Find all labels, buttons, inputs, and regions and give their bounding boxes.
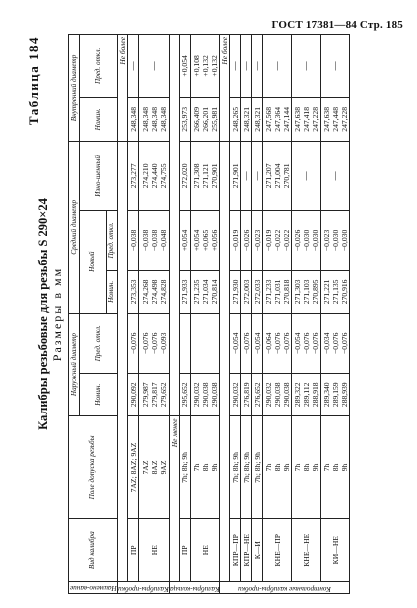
- cell-inner-dev: —: [252, 35, 263, 98]
- cell-inner-nom-line: 266,201: [200, 107, 210, 132]
- cell-outer-nom: [263, 373, 292, 416]
- cell-outer-dev: −0,054: [252, 313, 263, 373]
- cell-outer-nom-line: 279,817: [149, 382, 159, 408]
- cell-mid-nom-line: 274,828: [158, 279, 168, 305]
- cell-inner-dev: —: [263, 35, 292, 98]
- cell-inner-nom-line: 247,448: [330, 107, 340, 132]
- title-line-2: Размеры в мм: [50, 266, 64, 362]
- cell-inner-nom: 248,348: [128, 97, 139, 141]
- cell-mid-dev: −0,023: [252, 210, 263, 270]
- cell-outer-dev: [190, 313, 219, 373]
- table-row: [321, 35, 350, 594]
- col-outer-header: Наружный диаметр: [69, 313, 80, 416]
- cell-field-line: 8h: [330, 463, 340, 472]
- cell-mid-nom-line: 271,031: [272, 279, 282, 305]
- cell-outer-nom: [190, 373, 219, 416]
- cell-inner-nom-line: 247,144: [281, 107, 291, 132]
- cell-mid-dev-line: −0,030: [339, 229, 349, 252]
- cell-outer-nom: [139, 373, 169, 416]
- cell-outer-nom: 290,032: [230, 373, 241, 416]
- cell-mid-dev: +0,054: [179, 210, 190, 270]
- cell-outer-nom-line: 288,918: [310, 382, 320, 408]
- cell-mid-dev-line: −0,022: [281, 229, 291, 252]
- cell-field: [190, 416, 219, 519]
- cell-outer-nom: 295,652: [179, 373, 190, 416]
- cell-mid-worn: [139, 141, 169, 210]
- cell-field: [263, 416, 292, 519]
- cell-outer-dev-line: −0,076: [140, 332, 150, 354]
- table-row: [292, 35, 321, 594]
- cell-mid-worn: —: [321, 141, 350, 210]
- cell-outer-dev-line: −0,093: [158, 332, 168, 354]
- title-line-1: Калибры резьбовые для резьбы S 290×24: [36, 198, 50, 430]
- cell-outer-nom-line: 290,038: [209, 382, 219, 408]
- cell-inner-nom: [321, 97, 350, 141]
- cell-mid-nom-line: 271,221: [321, 279, 331, 305]
- cell-mid-nom: 271,930: [230, 271, 241, 314]
- cell-field-line: 8h: [272, 463, 282, 472]
- group-label-g2: Калибры-кольца: [169, 582, 220, 594]
- cell-mid-dev-line: +0,054: [191, 229, 201, 252]
- cell-mid-dev-line: −0,030: [310, 229, 320, 252]
- limit-bar-label: Не более: [117, 35, 127, 142]
- cell-field: 7h; 8h; 9h: [179, 416, 190, 519]
- cell-outer-dev: −0,076: [241, 313, 252, 373]
- cell-inner-nom-line: 247,364: [272, 107, 282, 132]
- col-outer-nom: Номин.: [80, 373, 118, 416]
- cell-mid-nom: [190, 271, 219, 314]
- cell-inner-nom-line: 247,568: [263, 107, 273, 132]
- cell-inner-dev: —: [139, 35, 169, 98]
- cell-outer-nom-line: 289,112: [301, 382, 311, 407]
- cell-field-line: 8h: [200, 463, 210, 472]
- cell-inner-nom-line: 248,348: [140, 107, 150, 132]
- cell-mid-nom: [263, 271, 292, 314]
- col-inner-dev: Пред. откл.: [80, 35, 118, 98]
- cell-mid-dev-line: +0,065: [200, 229, 210, 252]
- cell-inner-nom: 248,321: [241, 97, 252, 141]
- cell-mid-nom-line: 271,135: [330, 279, 340, 305]
- cell-mid-nom-line: 270,818: [281, 279, 291, 305]
- cell-outer-nom: 276,819: [241, 373, 252, 416]
- cell-type: КНЕ—ПР: [263, 519, 292, 582]
- cell-inner-nom-line: 266,409: [191, 107, 201, 132]
- cell-outer-nom-line: 289,340: [321, 382, 331, 408]
- cell-inner-nom: 248,321: [252, 97, 263, 141]
- cell-outer-dev-line: −0,076: [339, 332, 349, 354]
- cell-type: ПР: [179, 519, 190, 582]
- cell-type: КПР—НЕ: [241, 519, 252, 582]
- cell-outer-dev-line: −0,034: [321, 332, 331, 354]
- cell-mid-worn-line: 271,121: [200, 163, 210, 189]
- cell-field-line: 7h: [263, 463, 273, 472]
- col-field-header: Поле допуска резьбы: [69, 416, 118, 519]
- cell-field-line: 9h: [310, 463, 320, 472]
- table-row: [263, 35, 292, 594]
- cell-inner-nom-line: 248,348: [158, 107, 168, 132]
- limit-bar-spacer: [117, 141, 127, 581]
- cell-mid-worn: [190, 141, 219, 210]
- cell-inner-nom: [263, 97, 292, 141]
- cell-field-line: 7h: [321, 463, 331, 472]
- gauge-table: [68, 34, 350, 594]
- cell-outer-nom: 290,092: [128, 373, 139, 416]
- cell-inner-nom-line: 255,981: [209, 107, 219, 132]
- col-mid-worn: Изно-шенный: [80, 141, 118, 210]
- table-row: [190, 35, 219, 594]
- cell-outer-nom-line: 290,032: [263, 382, 273, 408]
- col-mid-dev: Пред. откл.: [106, 210, 117, 270]
- cell-mid-dev: [139, 210, 169, 270]
- cell-mid-dev: [263, 210, 292, 270]
- cell-mid-dev-line: +0,056: [209, 229, 219, 252]
- cell-mid-nom-line: 274,498: [149, 279, 159, 305]
- cell-type: ПР: [128, 519, 139, 582]
- cell-inner-nom-line: 248,348: [149, 107, 159, 132]
- cell-inner-dev: —: [321, 35, 350, 98]
- cell-outer-nom: [321, 373, 350, 416]
- cell-mid-dev: −0,026: [241, 210, 252, 270]
- col-inner-header: Внутренний диаметр: [69, 35, 80, 142]
- cell-outer-nom-line: 290,038: [281, 382, 291, 408]
- cell-mid-worn: —: [252, 141, 263, 210]
- cell-mid-nom-line: 270,916: [339, 279, 349, 305]
- col-mid-header: Средний диаметр: [69, 141, 80, 313]
- cell-field-line: 8AZ: [149, 460, 159, 475]
- cell-inner-nom: [139, 97, 169, 141]
- cell-field: 7h; 8h; 9h: [252, 416, 263, 519]
- table-row: [241, 35, 252, 594]
- cell-outer-dev-line: −0,076: [330, 332, 340, 354]
- table-title: [36, 34, 64, 594]
- limit-bar: [220, 35, 230, 594]
- cell-mid-worn: —: [241, 141, 252, 210]
- cell-mid-dev-line: −0,038: [140, 229, 150, 252]
- table-row: [128, 35, 139, 594]
- cell-field-line: 7h: [292, 463, 302, 472]
- cell-mid-worn-line: 271,308: [191, 163, 201, 189]
- cell-mid-worn: 272,020: [179, 141, 190, 210]
- cell-inner-nom-line: 247,638: [321, 107, 331, 132]
- cell-outer-dev: [179, 313, 190, 373]
- cell-mid-worn: 271,901: [230, 141, 241, 210]
- cell-mid-nom-line: 270,895: [310, 279, 320, 305]
- limit-bar-spacer: [169, 35, 179, 417]
- cell-outer-nom-line: 290,038: [272, 382, 282, 408]
- cell-mid-worn-line: 271,004: [272, 163, 282, 189]
- cell-mid-dev-line: −0,023: [321, 229, 331, 252]
- cell-outer-dev: [263, 313, 292, 373]
- cell-inner-dev-line: +0,108: [191, 55, 201, 77]
- cell-type: КНЕ—НЕ: [292, 519, 321, 582]
- cell-inner-nom-line: 247,228: [339, 107, 349, 132]
- cell-type: КИ—НЕ: [321, 519, 350, 582]
- cell-inner-dev: —: [292, 35, 321, 98]
- cell-outer-dev: [321, 313, 350, 373]
- cell-inner-nom: [292, 97, 321, 141]
- group-label-g3: Контрольные калибры-пробки: [220, 582, 350, 594]
- cell-mid-dev-line: −0,019: [263, 229, 273, 252]
- limit-bar-label: Не более: [220, 35, 230, 142]
- cell-type: КПР—ПР: [230, 519, 241, 582]
- col-mid-nom: Номин.: [106, 271, 117, 314]
- cell-mid-dev: [292, 210, 321, 270]
- cell-field: 7h; 8h; 9h: [241, 416, 252, 519]
- cell-outer-dev-line: −0,064: [263, 332, 273, 354]
- table-row: [252, 35, 263, 594]
- limit-bar: [117, 35, 127, 594]
- col-mid-new: Новый: [80, 210, 107, 313]
- cell-outer-dev: [139, 313, 169, 373]
- group-label-g1: Калибры-пробки: [117, 582, 169, 594]
- cell-inner-nom: 253,973: [179, 97, 190, 141]
- cell-inner-dev-line: +0,132: [200, 55, 210, 77]
- cell-field-line: 9AZ: [158, 460, 168, 475]
- cell-outer-nom-line: 289,322: [292, 382, 302, 408]
- cell-mid-nom-line: 274,268: [140, 279, 150, 305]
- cell-mid-worn: 273,277: [128, 141, 139, 210]
- cell-outer-dev-line: −0,076: [149, 332, 159, 354]
- cell-outer-nom-line: 279,652: [158, 382, 168, 408]
- cell-mid-dev-line: −0,026: [292, 229, 302, 252]
- cell-mid-nom-line: 271,233: [263, 279, 273, 305]
- table-body: [117, 35, 350, 594]
- cell-outer-nom-line: 288,939: [339, 382, 349, 408]
- col-type-header: Вид калибра: [69, 519, 118, 582]
- table-label: Таблица 184: [26, 36, 41, 126]
- cell-mid-dev-line: −0,030: [330, 229, 340, 252]
- cell-mid-nom: 272,033: [252, 271, 263, 314]
- cell-field: 7AZ; 8AZ; 9AZ: [128, 416, 139, 519]
- cell-inner-nom: [190, 97, 219, 141]
- cell-field-line: 9h: [339, 463, 349, 472]
- limit-bar-spacer: [220, 141, 230, 581]
- table-row: [139, 35, 169, 594]
- cell-mid-dev-line: −0,038: [149, 229, 159, 252]
- cell-inner-dev: —: [230, 35, 241, 98]
- cell-mid-nom: 272,003: [241, 271, 252, 314]
- limit-bar: [169, 35, 179, 594]
- cell-field-line: 7h: [191, 463, 201, 472]
- cell-mid-worn: —: [292, 141, 321, 210]
- cell-mid-dev-line: −0,048: [158, 229, 168, 252]
- cell-field: [139, 416, 169, 519]
- cell-outer-dev-line: −0,054: [292, 332, 302, 354]
- cell-mid-worn-line: 270,901: [209, 163, 219, 189]
- rotated-page-content: [26, 34, 406, 594]
- col-outer-dev: Пред. откл.: [80, 313, 118, 373]
- cell-outer-nom: [292, 373, 321, 416]
- cell-outer-nom-line: 279,987: [140, 382, 150, 408]
- cell-outer-dev: −0,076: [128, 313, 139, 373]
- cell-mid-worn-line: 274,210: [140, 163, 150, 189]
- cell-field: [321, 416, 350, 519]
- cell-field-line: 7AZ: [140, 460, 150, 475]
- cell-inner-nom-line: 247,638: [292, 107, 302, 132]
- cell-field: [292, 416, 321, 519]
- cell-outer-dev: [292, 313, 321, 373]
- cell-outer-nom: 276,652: [252, 373, 263, 416]
- cell-mid-dev-line: −0,022: [272, 229, 282, 252]
- cell-mid-nom: [292, 271, 321, 314]
- col-inner-nom: Номин.: [80, 97, 118, 141]
- cell-mid-worn: [263, 141, 292, 210]
- cell-field-line: 8h: [301, 463, 311, 472]
- cell-outer-dev: −0,054: [230, 313, 241, 373]
- cell-type: НЕ: [190, 519, 219, 582]
- cell-mid-worn-line: 270,781: [281, 163, 291, 189]
- cell-outer-nom-line: 289,159: [330, 382, 340, 408]
- cell-mid-nom-line: 270,814: [209, 279, 219, 305]
- cell-mid-nom: 273,353: [128, 271, 139, 314]
- cell-type: НЕ: [139, 519, 169, 582]
- cell-mid-nom: [321, 271, 350, 314]
- table-row: [230, 35, 241, 594]
- cell-outer-dev-line: −0,076: [301, 332, 311, 354]
- cell-field-line: 9h: [209, 463, 219, 472]
- cell-mid-nom: [139, 271, 169, 314]
- cell-field: 7h; 8h; 9h: [230, 416, 241, 519]
- cell-outer-nom-line: 290,032: [191, 382, 201, 408]
- cell-mid-nom-line: 271,103: [301, 279, 311, 305]
- cell-mid-nom-line: 271,034: [200, 279, 210, 305]
- cell-inner-dev: —: [128, 35, 139, 98]
- cell-type: К—И: [252, 519, 263, 582]
- cell-inner-nom-line: 247,228: [310, 107, 320, 132]
- cell-mid-worn-line: 271,207: [263, 163, 273, 189]
- cell-mid-nom: 271,933: [179, 271, 190, 314]
- cell-field-line: 9h: [281, 463, 291, 472]
- table-row: [179, 35, 190, 594]
- cell-inner-dev: +0,054: [179, 35, 190, 98]
- cell-outer-dev-line: −0,076: [281, 332, 291, 354]
- cell-outer-nom-line: 290,038: [200, 382, 210, 408]
- cell-mid-nom-line: 271,303: [292, 279, 302, 305]
- cell-mid-dev: [190, 210, 219, 270]
- cell-inner-nom: 248,265: [230, 97, 241, 141]
- cell-mid-dev: −0,019: [230, 210, 241, 270]
- cell-inner-dev-line: +0,132: [209, 55, 219, 77]
- col-group-header: Наимено-вание: [69, 582, 118, 594]
- cell-mid-worn-line: 274,440: [149, 163, 159, 189]
- page-header: ГОСТ 17381—84 Стр. 185: [271, 19, 403, 31]
- cell-mid-worn-line: 274,755: [158, 163, 168, 189]
- limit-bar-label: Не менее: [169, 416, 179, 582]
- cell-mid-dev-line: −0,030: [301, 229, 311, 252]
- cell-inner-dev: —: [241, 35, 252, 98]
- cell-inner-nom-line: 247,418: [301, 107, 311, 132]
- cell-mid-dev: −0,038: [128, 210, 139, 270]
- cell-outer-dev-line: −0,076: [310, 332, 320, 354]
- cell-mid-dev: [321, 210, 350, 270]
- cell-outer-dev-line: −0,076: [272, 332, 282, 354]
- cell-inner-dev: [190, 35, 219, 98]
- cell-mid-nom-line: 271,235: [191, 279, 201, 305]
